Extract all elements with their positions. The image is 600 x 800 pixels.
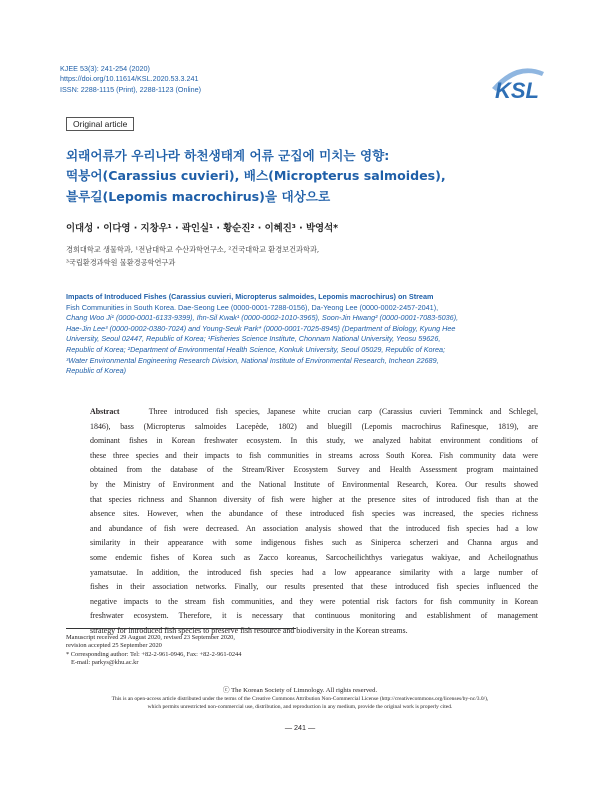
ksl-logo [488, 58, 546, 104]
english-affiliation-line-8: Republic of Korea) [66, 366, 127, 376]
license-line-1: This is an open-access article distributed under the terms of the Creative Commons Attribution Non-Commercial License (http://creativecommons.org/licenses/by-nc/3.0/), [111, 696, 489, 702]
english-authors-line-4: Hae-Jin Lee³ (0000-0002-0380-7024) and Young-Seuk Park* (0000-0001-7025-8945) (Department of Biology, Kyung Hee [66, 323, 456, 333]
english-title-block [66, 292, 536, 377]
korean-title [66, 146, 526, 207]
english-affiliation-line-6: Republic of Korea; ²Department of Environmental Health Science, Konkuk University, Seoul 05029, Republic of Korea; [66, 344, 446, 354]
article-type-badge: Original article [66, 117, 134, 131]
abstract-line: dominant fishes in Korean freshwater ecosystem. In this study, we analyzed habitat environment conditions of [90, 436, 538, 446]
issn: ISSN: 2288-1115 (Print), 2288-1123 (Online) [60, 84, 202, 94]
korean-title-line-1: 외래어류가 우리나라 하천생태계 어류 군집에 미치는 영향: [66, 148, 390, 163]
footnote-email[interactable]: E-mail: parkys@khu.ac.kr [71, 659, 139, 667]
english-affiliation-line-5: University, Seoul 02447, Republic of Korea; ¹Fisheries Science Institute, Chonnam National University, Yeosu 59626, [66, 334, 441, 344]
footnote-corresponding: * Corresponding author: Tel: +82-2-961-0946, Fax: +82-2-961-0244 [66, 650, 242, 658]
abstract-line: that species richness and Shannon diversity of fish were higher at the presence sites of introduced fish than at the [90, 494, 538, 504]
abstract-line: absence sites. However, when the abundance of these introduced fish species was increased, the species richness [90, 509, 538, 519]
english-title-line-1: Impacts of Introduced Fishes (Carassius cuvieri, Micropterus salmoides, Lepomis macrochirus) on Stream [66, 292, 434, 301]
english-authors-line-3: Chang Woo Ji¹ (0000-0001-6133-9399), Ihn-Sil Kwak¹ (0000-0002-1010-3965), Soon-Jin Hwang² (0000-0001-7083-5036), [66, 313, 459, 323]
logo-text: KSL [495, 78, 539, 103]
korean-authors: 이대성 · 이다영 · 지창우¹ · 곽인실¹ · 황순진² · 이혜진³ · 박영석* [66, 223, 339, 234]
footnote-divider [66, 628, 296, 629]
copyright-notice: ⓒ The Korean Society of Limnology. All rights reserved. [222, 687, 378, 694]
page-number: — 241 — [284, 723, 316, 732]
journal-info [60, 64, 201, 95]
abstract-line: strategy for introduced fish species to preserve fish resource and biodiversity in the Korean streams. [90, 625, 408, 635]
footnote-accepted: revision accepted 25 September 2020 [66, 642, 162, 650]
license-notice [0, 696, 600, 711]
abstract-line: 1846), bass (Micropterus salmoides Lacepède, 1802) and bluegill (Lepomis macrochirus Rafinesque, 1819), are [90, 421, 538, 431]
korean-affiliation-line-2: ³국립환경과학원 물환경공학연구과 [66, 258, 176, 267]
license-line-2: which permits unrestricted non-commercial use, distribution, and reproduction in any medium, provide the original work is properly cited. [147, 703, 453, 710]
abstract-line: these three species and their impacts to fish communities in streams across South Korea. Fish community data were [90, 450, 538, 460]
abstract [90, 405, 538, 639]
footnote-received: Manuscript received 29 August 2020, revised 23 September 2020, [66, 634, 235, 641]
english-title-line-2: Fish Communities in South Korea. Dae-Seong Lee (0000-0001-7288-0156), Da-Yeong Lee (0000-0002-2457-2041), [66, 302, 439, 312]
abstract-line: negative impacts to the stream fish communities, and they were potential risk factors for fish community in Korean [90, 596, 538, 606]
abstract-line: some endemic fishes of Korea such as Zacco koreanus, Sarcocheilichthys variegatus wakiyae, and Acheilognathus [90, 552, 538, 562]
footnotes [66, 634, 366, 668]
abstract-line: freshwater ecosystem. Therefore, it is necessary that continuous monitoring and establishment of management [90, 611, 538, 621]
korean-affiliations [66, 243, 536, 269]
abstract-line: by the Ministry of Environment and the National Institute of Environmental Research, Korea. Our results showed [90, 479, 538, 489]
english-affiliation-line-7: ³Water Environmental Engineering Research Division, National Institute of Environmental Research, Incheon 22689, [66, 355, 439, 365]
abstract-line: yamatsutae. In addition, the introduced fish species had a low appearance similarity with a large number of [90, 567, 538, 577]
abstract-line: and abundance of fish were decreased. An association analysis showed that the introduced fish species had a low [90, 523, 538, 533]
abstract-line: similarity in their appearance with some indigenous fishes such as Siniperca scherzeri and Channa argus and [90, 538, 538, 548]
doi-link[interactable]: https://doi.org/10.11614/KSL.2020.53.3.241 [60, 74, 199, 84]
abstract-line: fishes in their association networks. Finally, our results presented that these introduced fish species influenced the [90, 582, 538, 592]
abstract-line: Abstract Three introduced fish species, Japanese white crucian carp (Carassius cuvieri Temminck and Schlegel, [90, 407, 539, 416]
korean-title-line-2: 떡붕어(Carassius cuvieri), 배스(Micropterus salmoides), [66, 168, 446, 184]
abstract-line: obtained from the database of the Stream/River Ecosystem Survey and Health Assessment program maintained [90, 465, 538, 475]
abstract-heading: Abstract [90, 407, 120, 416]
korean-affiliation-line-1: 경희대학교 생물학과, ¹전남대학교 수산과학연구소, ²건국대학교 환경보건과학과, [66, 245, 320, 254]
journal-citation: KJEE 53(3): 241-254 (2020) [60, 64, 150, 73]
korean-title-line-3: 블루길(Lepomis macrochirus)을 대상으로 [66, 188, 331, 204]
